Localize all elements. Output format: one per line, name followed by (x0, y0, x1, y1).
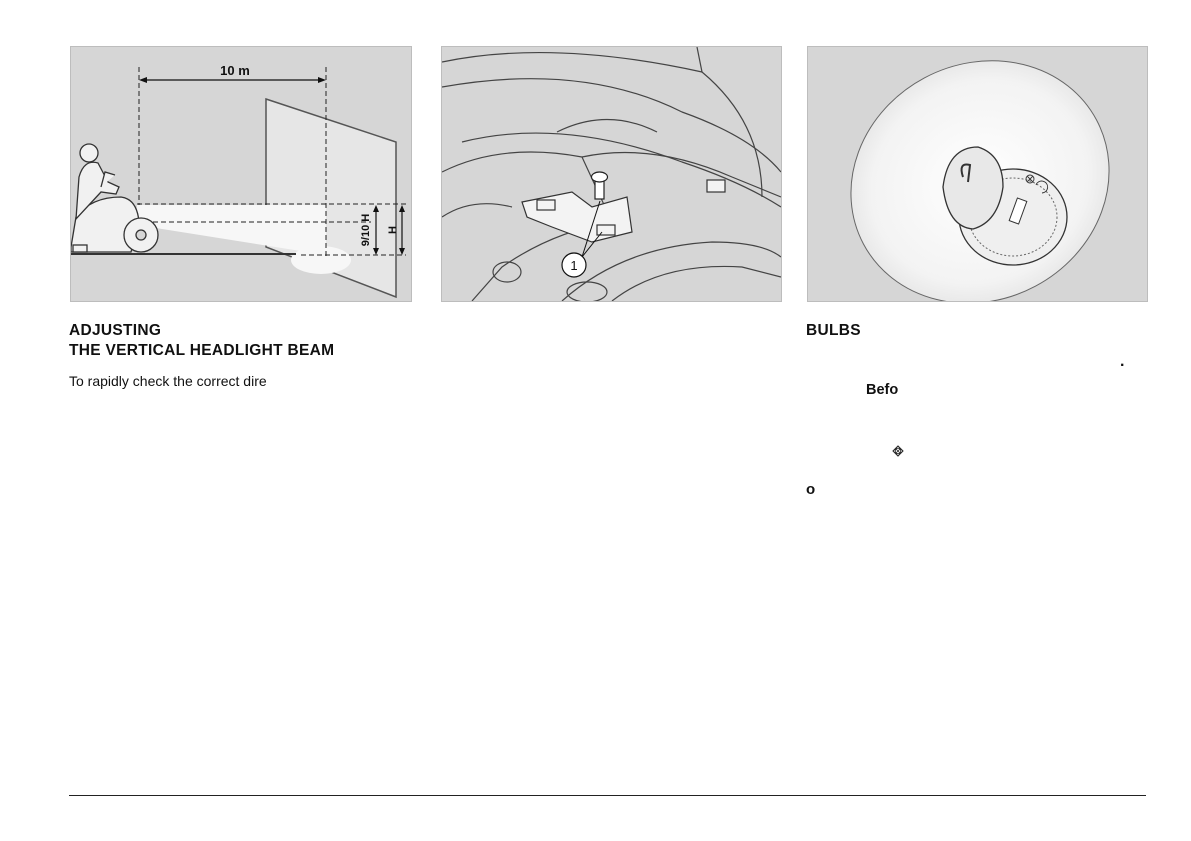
headlight-adjuster-figure (441, 46, 782, 302)
lower-fairing-curve (562, 242, 781, 301)
callout-label: 1 (570, 258, 578, 273)
beam-adjustment-drawing (71, 47, 411, 301)
headlight-adjuster-drawing (442, 47, 781, 301)
distance-arrow-left (139, 77, 147, 83)
text-fragment-befo: Befo (866, 382, 899, 398)
distance-label: 10 m (220, 63, 250, 78)
beam-adjustment-figure (70, 46, 412, 302)
headlight-housing-rim (462, 133, 781, 207)
ratio-label: 9/10 H (360, 213, 372, 247)
adjuster-screw-icon (592, 172, 608, 199)
light-beam (137, 205, 326, 255)
beam-check-text: To rapidly check the correct dire (69, 373, 267, 389)
section-heading-bulbs: BULBS (806, 322, 861, 339)
fairing-top-edge (442, 47, 702, 72)
scooter-rider-icon (71, 144, 158, 252)
bulb-figure (807, 46, 1148, 302)
heading-line-2: THE VERTICAL HEADLIGHT BEAM (69, 342, 335, 359)
wiring-curve (442, 204, 512, 217)
height-label: H (387, 226, 399, 234)
fairing-upper-contour (442, 79, 781, 172)
distance-arrow-right (318, 77, 326, 83)
bulb-symbol-icon (891, 444, 905, 458)
section-heading-adjusting (69, 321, 334, 361)
heading-line-1: ADJUSTING (69, 322, 162, 339)
adjuster-bracket-icon (522, 180, 725, 242)
height-arrow-bottom (399, 248, 405, 255)
lower-fairing-rim (612, 266, 781, 301)
text-fragment-dot: . (1120, 353, 1125, 370)
light-spot (291, 246, 351, 274)
text-fragment-o: o (806, 481, 816, 498)
height-arrow-top (399, 205, 405, 212)
bulb-drawing (808, 47, 1147, 301)
footer-rule (69, 795, 1146, 796)
reflector-curve (557, 120, 657, 133)
